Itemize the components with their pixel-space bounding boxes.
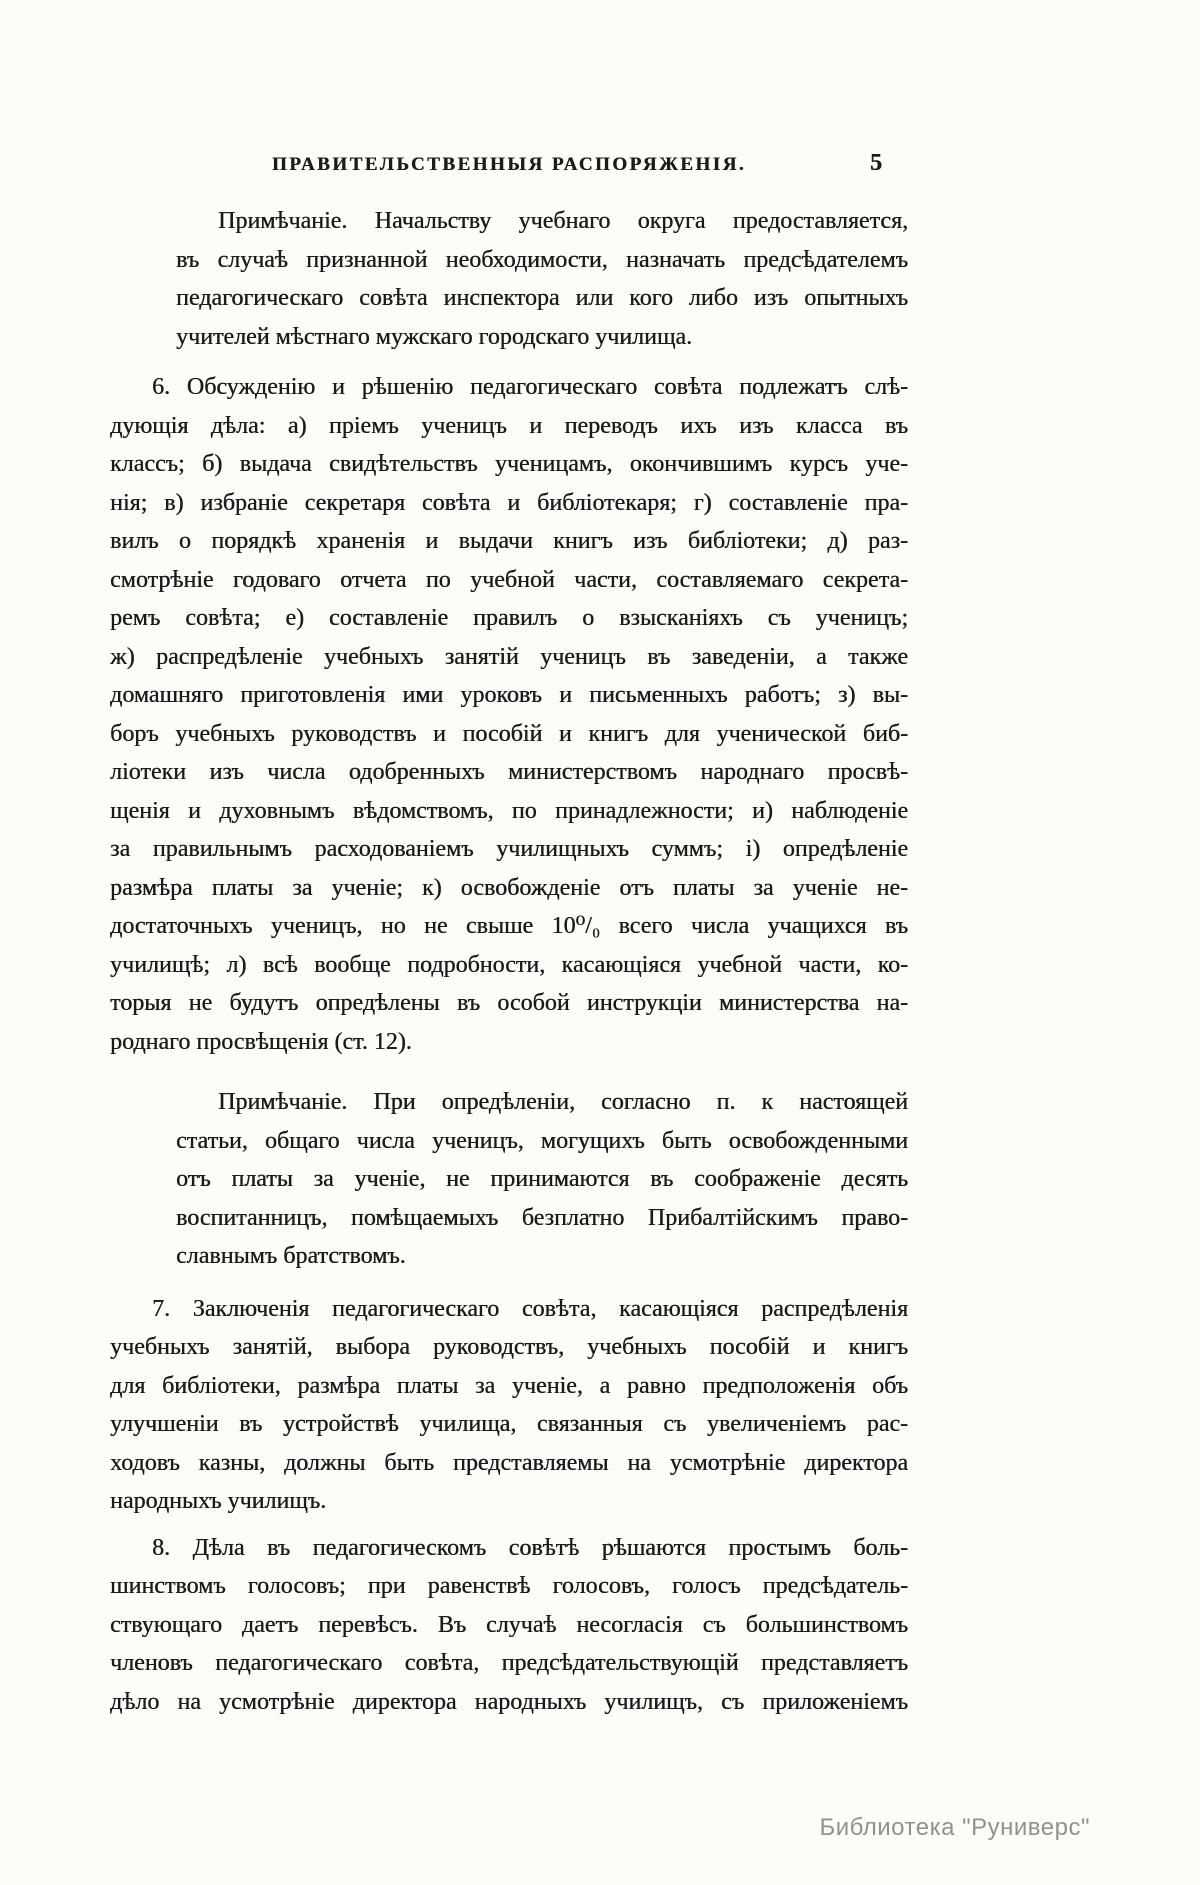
- text-line: шинствомъ голосовъ; при равенствѣ голосовъ, голосъ предсѣдатель-: [110, 1573, 908, 1599]
- note-paragraph-2: [176, 1083, 908, 1276]
- text-line: училищѣ; л) всѣ вообще подробности, касающіяся учебной части, ко-: [110, 951, 908, 978]
- text-line: учебныхъ занятій, выбора руководствъ, учебныхъ пособій и книгъ: [110, 1334, 908, 1360]
- text-line: щенія и духовнымъ вѣдомствомъ, по принадлежности; и) наблюденіе: [110, 797, 908, 824]
- text-line: торыя не будутъ опредѣлены въ особой инструкціи министерства на-: [110, 990, 908, 1016]
- text-line: домашняго приготовленія ими уроковъ и письменныхъ работъ; з) вы-: [110, 682, 908, 708]
- text-line: воспитанницъ, помѣщаемыхъ безплатно Прибалтійскимъ право-: [176, 1204, 908, 1231]
- text-line: боръ учебныхъ руководствъ и пособій и книгъ для ученической биб-: [110, 720, 908, 747]
- text-line: дующія дѣла: а) пріемъ ученицъ и переводъ ихъ изъ класса въ: [110, 412, 908, 439]
- text-line: ж) распредѣленіе учебныхъ занятій ученицъ въ заведеніи, а также: [110, 643, 908, 670]
- text-line: смотрѣніе годоваго отчета по учебной части, составляемаго секрета-: [110, 566, 908, 593]
- text-line: народныхъ училищъ.: [110, 1488, 327, 1514]
- text-line: учителей мѣстнаго мужскаго городскаго училища.: [176, 323, 692, 350]
- text-line: статьи, общаго числа ученицъ, могущихъ быть освобожденными: [176, 1127, 908, 1154]
- body-paragraph-7: [110, 1290, 908, 1521]
- text-line: улучшеніи въ устройствѣ училища, связанныя съ увеличеніемъ рас-: [110, 1411, 908, 1437]
- text-line: вилъ о порядкѣ храненія и выдачи книгъ изъ библіотеки; д) раз-: [110, 528, 908, 554]
- body-paragraph-8: [110, 1529, 908, 1722]
- text-line: для библіотеки, размѣра платы за ученіе, а равно предположенія объ: [110, 1372, 908, 1399]
- text-line: ремъ совѣта; е) составленіе правилъ о взысканіяхъ съ ученицъ;: [110, 605, 908, 631]
- text-line: 6. Обсужденію и рѣшенію педагогическаго совѣта подлежатъ слѣ-: [152, 374, 908, 400]
- text-line: достаточныхъ ученицъ, но не свыше 10⁰/₀ всего числа учащихся въ: [110, 913, 908, 939]
- library-watermark: Библиотека "Руниверс": [819, 1814, 1090, 1841]
- text-line: роднаго просвѣщенія (ст. 12).: [110, 1028, 412, 1055]
- text-line: Примѣчаніе. При опредѣленіи, согласно п. к настоящей: [218, 1089, 908, 1115]
- note-paragraph-1: [176, 202, 908, 356]
- text-line: размѣра платы за ученіе; к) освобожденіе отъ платы за ученіе не-: [110, 874, 908, 901]
- page-number: 5: [870, 150, 882, 176]
- text-line: педагогическаго совѣта инспектора или кого либо изъ опытныхъ: [176, 285, 908, 311]
- text-line: славнымъ братствомъ.: [176, 1243, 406, 1269]
- text-line: 7. Заключенія педагогическаго совѣта, касающіяся распредѣленія: [152, 1295, 908, 1322]
- text-line: дѣло на усмотрѣніе директора народныхъ училищъ, съ приложеніемъ: [110, 1688, 908, 1715]
- page-header: [110, 150, 908, 180]
- text-column: [110, 150, 908, 1721]
- text-line: 8. Дѣла въ педагогическомъ совѣтѣ рѣшаются простымъ боль-: [152, 1534, 908, 1561]
- text-line: Примѣчаніе. Начальству учебнаго округа предоставляется,: [218, 208, 908, 234]
- text-line: классъ; б) выдача свидѣтельствъ ученицамъ, окончившимъ курсъ уче-: [110, 451, 908, 477]
- text-line: отъ платы за ученіе, не принимаются въ соображеніе десять: [176, 1166, 908, 1192]
- running-title: ПРАВИТЕЛЬСТВЕННЫЯ РАСПОРЯЖЕНІЯ.: [271, 154, 747, 175]
- text-line: за правильнымъ расходованіемъ училищныхъ суммъ; і) опредѣленіе: [110, 836, 908, 862]
- text-line: ствующаго даетъ перевѣсъ. Въ случаѣ несогласія съ большинствомъ: [110, 1611, 908, 1638]
- text-line: нія; в) избраніе секретаря совѣта и библіотекаря; г) составленіе пра-: [110, 489, 908, 516]
- body-paragraph-6: [110, 368, 908, 1061]
- text-line: ходовъ казны, должны быть представляемы на усмотрѣніе директора: [110, 1449, 908, 1476]
- text-line: членовъ педагогическаго совѣта, предсѣдательствующій представляетъ: [110, 1650, 908, 1676]
- text-line: ліотеки изъ числа одобренныхъ министерствомъ народнаго просвѣ-: [110, 759, 908, 785]
- text-line: въ случаѣ признанной необходимости, назначать предсѣдателемъ: [176, 246, 908, 273]
